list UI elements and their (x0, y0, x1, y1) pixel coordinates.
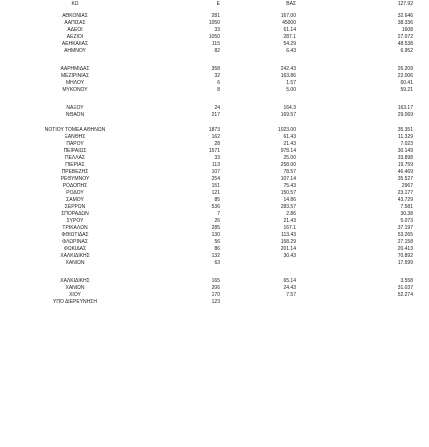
rate-value: 27.158 (397, 239, 413, 245)
cases-count: 32 (214, 73, 220, 79)
weekly-average: 169.57 (280, 112, 296, 118)
table-row (0, 13, 429, 20)
table-row (0, 246, 429, 253)
weekly-average: 164.3 (283, 105, 296, 111)
rate-value: 46.469 (397, 169, 413, 175)
rate-value: 20.413 (397, 246, 413, 252)
region-name: ΠΕΛΛΑΣ (64, 155, 86, 161)
cases-count: 217 (211, 112, 220, 118)
table-row (0, 211, 429, 218)
header-count: Ε (216, 1, 220, 7)
weekly-average: 107.14 (280, 176, 296, 182)
header-region: ΚΩ (71, 1, 79, 7)
table-row (0, 134, 429, 141)
cases-count: 1571 (208, 148, 220, 154)
weekly-average: 61.43 (283, 134, 296, 140)
table-row (0, 204, 429, 211)
table-row (0, 162, 429, 169)
region-name: ΠΑΡΟΥ (66, 141, 84, 147)
cases-count: 33 (214, 27, 220, 33)
rate-value: 53.265 (397, 232, 413, 238)
weekly-average: 163.86 (280, 73, 296, 79)
weekly-average: 21.43 (283, 218, 296, 224)
table-row (0, 278, 429, 285)
rate-value: 3.558 (400, 278, 413, 284)
cases-count: 63 (214, 260, 220, 266)
region-name: ΑΕΖΙΟΙ (66, 34, 84, 40)
cases-count: 536 (211, 204, 220, 210)
region-name: ΠΙΕΡΙΑΣ (65, 162, 85, 168)
table-row (0, 232, 429, 239)
region-name: ΠΡΕΒΕΖΗΣ (61, 169, 89, 175)
rate-value: 27.072 (397, 34, 413, 40)
weekly-average: 54.29 (283, 41, 296, 47)
table-row (0, 141, 429, 148)
rate-value: 7.581 (400, 204, 413, 210)
rate-value: 48.538 (397, 41, 413, 47)
header-rate: 127.92 (397, 1, 413, 7)
table-header-row (0, 1, 429, 8)
cases-count: 254 (211, 176, 220, 182)
weekly-average: 258.00 (280, 162, 296, 168)
table-row (0, 112, 429, 119)
region-name: ΥΠΟ ΔΙΕΡΕΥΝΗΣΗ (53, 299, 97, 305)
region-name: ΝΟΤΙΟΥ ΤΟΜΕΑ ΑΘΗΝΩΝ (44, 127, 106, 133)
cases-count: 1873 (208, 127, 220, 133)
weekly-average: 65.14 (283, 278, 296, 284)
region-name: ΞΑΝΘΗΣ (64, 134, 86, 140)
table-row (0, 66, 429, 73)
table-row (0, 73, 429, 80)
cases-count: 358 (211, 66, 220, 72)
region-name: ΧΑΛΚΙΔΙΚΗΣ (60, 253, 90, 259)
weekly-average: 2.86 (286, 211, 296, 217)
cases-count: 123 (211, 299, 220, 305)
rate-value: 35.527 (397, 176, 413, 182)
table-row (0, 176, 429, 183)
region-name: ΣΕΡΡΩΝ (64, 204, 86, 210)
rate-value: 38.336 (397, 20, 413, 26)
rate-value: 32.646 (397, 13, 413, 19)
region-name: ΦΘΙΩΤΙΔΑΣ (61, 232, 89, 238)
weekly-average: 1.57 (286, 80, 296, 86)
rate-value: 33.898 (397, 155, 413, 161)
table-row (0, 285, 429, 292)
table-row (0, 225, 429, 232)
weekly-average: 167.1 (283, 225, 296, 231)
table-row (0, 253, 429, 260)
cases-count: 151 (211, 183, 220, 189)
cases-count: 165 (211, 278, 220, 284)
region-name: ΑΗΜΝΟΥ (64, 48, 86, 54)
rate-value: 43.729 (397, 197, 413, 203)
cases-count: 6 (217, 80, 220, 86)
cases-count: 285 (211, 225, 220, 231)
region-name: ΧΑΛΚΙΔΙΚΗΣ (60, 278, 90, 284)
weekly-average: 113.43 (281, 232, 296, 238)
table-row (0, 27, 429, 34)
table-row (0, 292, 429, 299)
region-name: ΦΩΚΙΔΑΣ (63, 246, 87, 252)
region-name: ΡΟΔΟΠΗΣ (62, 183, 88, 189)
weekly-average: 5.00 (286, 87, 296, 93)
cases-count: 86 (214, 246, 220, 252)
region-name: ΜΥΚΟΝΟΥ (62, 87, 88, 93)
weekly-average: 1023.00 (277, 127, 296, 133)
rate-value: 30.149 (397, 148, 413, 154)
weekly-average: 61.14 (283, 27, 296, 33)
cases-count: 170 (211, 292, 220, 298)
table-row (0, 20, 429, 27)
weekly-average: 978.14 (280, 148, 296, 154)
rate-value: 6.952 (400, 48, 413, 54)
weekly-average: 150.57 (280, 190, 296, 196)
rate-value: 70.892 (397, 253, 413, 259)
region-name: ΧΑΝΙΩΝ (65, 285, 85, 291)
cases-count: 82 (214, 48, 220, 54)
weekly-average: 14.86 (283, 197, 296, 203)
region-name: ΣΥΡΟΥ (66, 218, 84, 224)
rate-value: 26.209 (397, 66, 413, 72)
table-row (0, 155, 429, 162)
cases-count: 130 (211, 232, 220, 238)
region-name: ΑΕΗΚΑΙΙΑΣ (61, 41, 89, 47)
table-row (0, 169, 429, 176)
rate-value: 22.006 (397, 73, 413, 79)
region-name: ΦΛΩΡΙΝΑΣ (62, 239, 88, 245)
rate-value: 35.351 (397, 127, 413, 133)
cases-count: 115 (212, 41, 220, 47)
table-row (0, 239, 429, 246)
region-name: ΑΑΠΙΣΑΣ (64, 20, 86, 26)
cases-count: 33 (214, 155, 220, 161)
rate-value: 30.38 (400, 211, 413, 217)
table-row (0, 34, 429, 41)
weekly-average: 30.43 (283, 253, 296, 259)
region-name: ΤΡΙΚΑΛΩΝ (62, 225, 88, 231)
cases-count: 26 (214, 218, 220, 224)
cases-count: 8 (217, 87, 220, 93)
table-row (0, 48, 429, 55)
cases-count: 28 (214, 141, 220, 147)
cases-count: 162 (211, 134, 220, 140)
rate-value: 52.274 (397, 292, 413, 298)
rate-value: 163.17 (397, 105, 413, 111)
rate-value: 60.41 (400, 80, 413, 86)
region-name: ΡΕΘΥΜΝΟΥ (60, 176, 90, 182)
table-row (0, 127, 429, 134)
rate-value: 2967 (401, 183, 413, 189)
weekly-average: 201.14 (280, 246, 296, 252)
region-name: ΧΑΝΙΩΝ (65, 260, 85, 266)
table-row (0, 299, 429, 306)
rate-value: 59.21 (400, 87, 413, 93)
weekly-average: 78.57 (283, 169, 296, 175)
weekly-average: 45000 (282, 20, 296, 26)
region-name: ΣΠΟΡΑΔΩΝ (61, 211, 89, 217)
cases-count: 56 (214, 239, 220, 245)
cases-count: 107 (211, 169, 220, 175)
weekly-average: 158.29 (280, 239, 296, 245)
region-name: ΑΘΚΟΝΙΑΣ (62, 13, 88, 19)
rate-value: 11.329 (398, 134, 413, 140)
cases-count: 113 (212, 162, 220, 168)
weekly-average: 21.43 (283, 141, 296, 147)
weekly-average: 75.43 (283, 183, 296, 189)
table-row (0, 105, 429, 112)
cases-count: 206 (211, 285, 220, 291)
weekly-average: 6.43 (286, 48, 296, 54)
rate-value: 5.073 (400, 218, 413, 224)
weekly-average: 287.1 (283, 34, 296, 40)
rate-value: 23.177 (397, 190, 413, 196)
table-row (0, 183, 429, 190)
rate-value: 31.037 (397, 285, 413, 291)
rate-value: 37.197 (397, 225, 413, 231)
rate-value: 19.759 (397, 162, 413, 168)
region-name: ΑΑΡΗΜΙΔΑΣ (60, 66, 90, 72)
region-name: ΝΑΞΟΥ (66, 105, 84, 111)
weekly-average: 7.57 (286, 292, 296, 298)
weekly-average: 167.00 (280, 13, 296, 19)
region-name: ΝΘΑΟΝ (65, 112, 85, 118)
cases-count: 1050 (208, 34, 220, 40)
weekly-average: 24.43 (283, 285, 296, 291)
cases-count: 24 (214, 105, 220, 111)
table-row (0, 148, 429, 155)
table-row (0, 190, 429, 197)
region-name: ΜΕΖΙΡΙΝΙΑΣ (60, 73, 90, 79)
cases-count: 85 (214, 197, 220, 203)
region-name: ΣΑΜΟΥ (66, 197, 84, 203)
rate-value: 17.599 (397, 260, 413, 266)
weekly-average: 242.43 (280, 66, 296, 72)
table-row (0, 197, 429, 204)
rate-value: 7.023 (400, 141, 413, 147)
weekly-average: 283.57 (280, 204, 296, 210)
region-name: ΑΔΕΟΙ (67, 27, 83, 33)
table-row (0, 218, 429, 225)
region-name: ΜΗΛΟΥ (65, 80, 85, 86)
cases-count: 121 (211, 190, 220, 196)
table-row (0, 87, 429, 94)
region-name: ΧΙΟΥ (69, 292, 81, 298)
header-average: ΒΑΣ (286, 1, 296, 7)
cases-count: 132 (211, 253, 220, 259)
table-row (0, 41, 429, 48)
table-row (0, 80, 429, 87)
cases-count: 1050 (208, 20, 220, 26)
table-row (0, 260, 429, 267)
cases-count: 7 (217, 211, 220, 217)
cases-count: 281 (211, 13, 220, 19)
region-name: ΡΟΔΟΥ (66, 190, 84, 196)
rate-value: 1608 (401, 27, 413, 33)
rate-value: 29.069 (397, 112, 413, 118)
weekly-average: 25.00 (283, 155, 296, 161)
region-name: ΠΕΙΡΑΙΩΣ (63, 148, 87, 154)
